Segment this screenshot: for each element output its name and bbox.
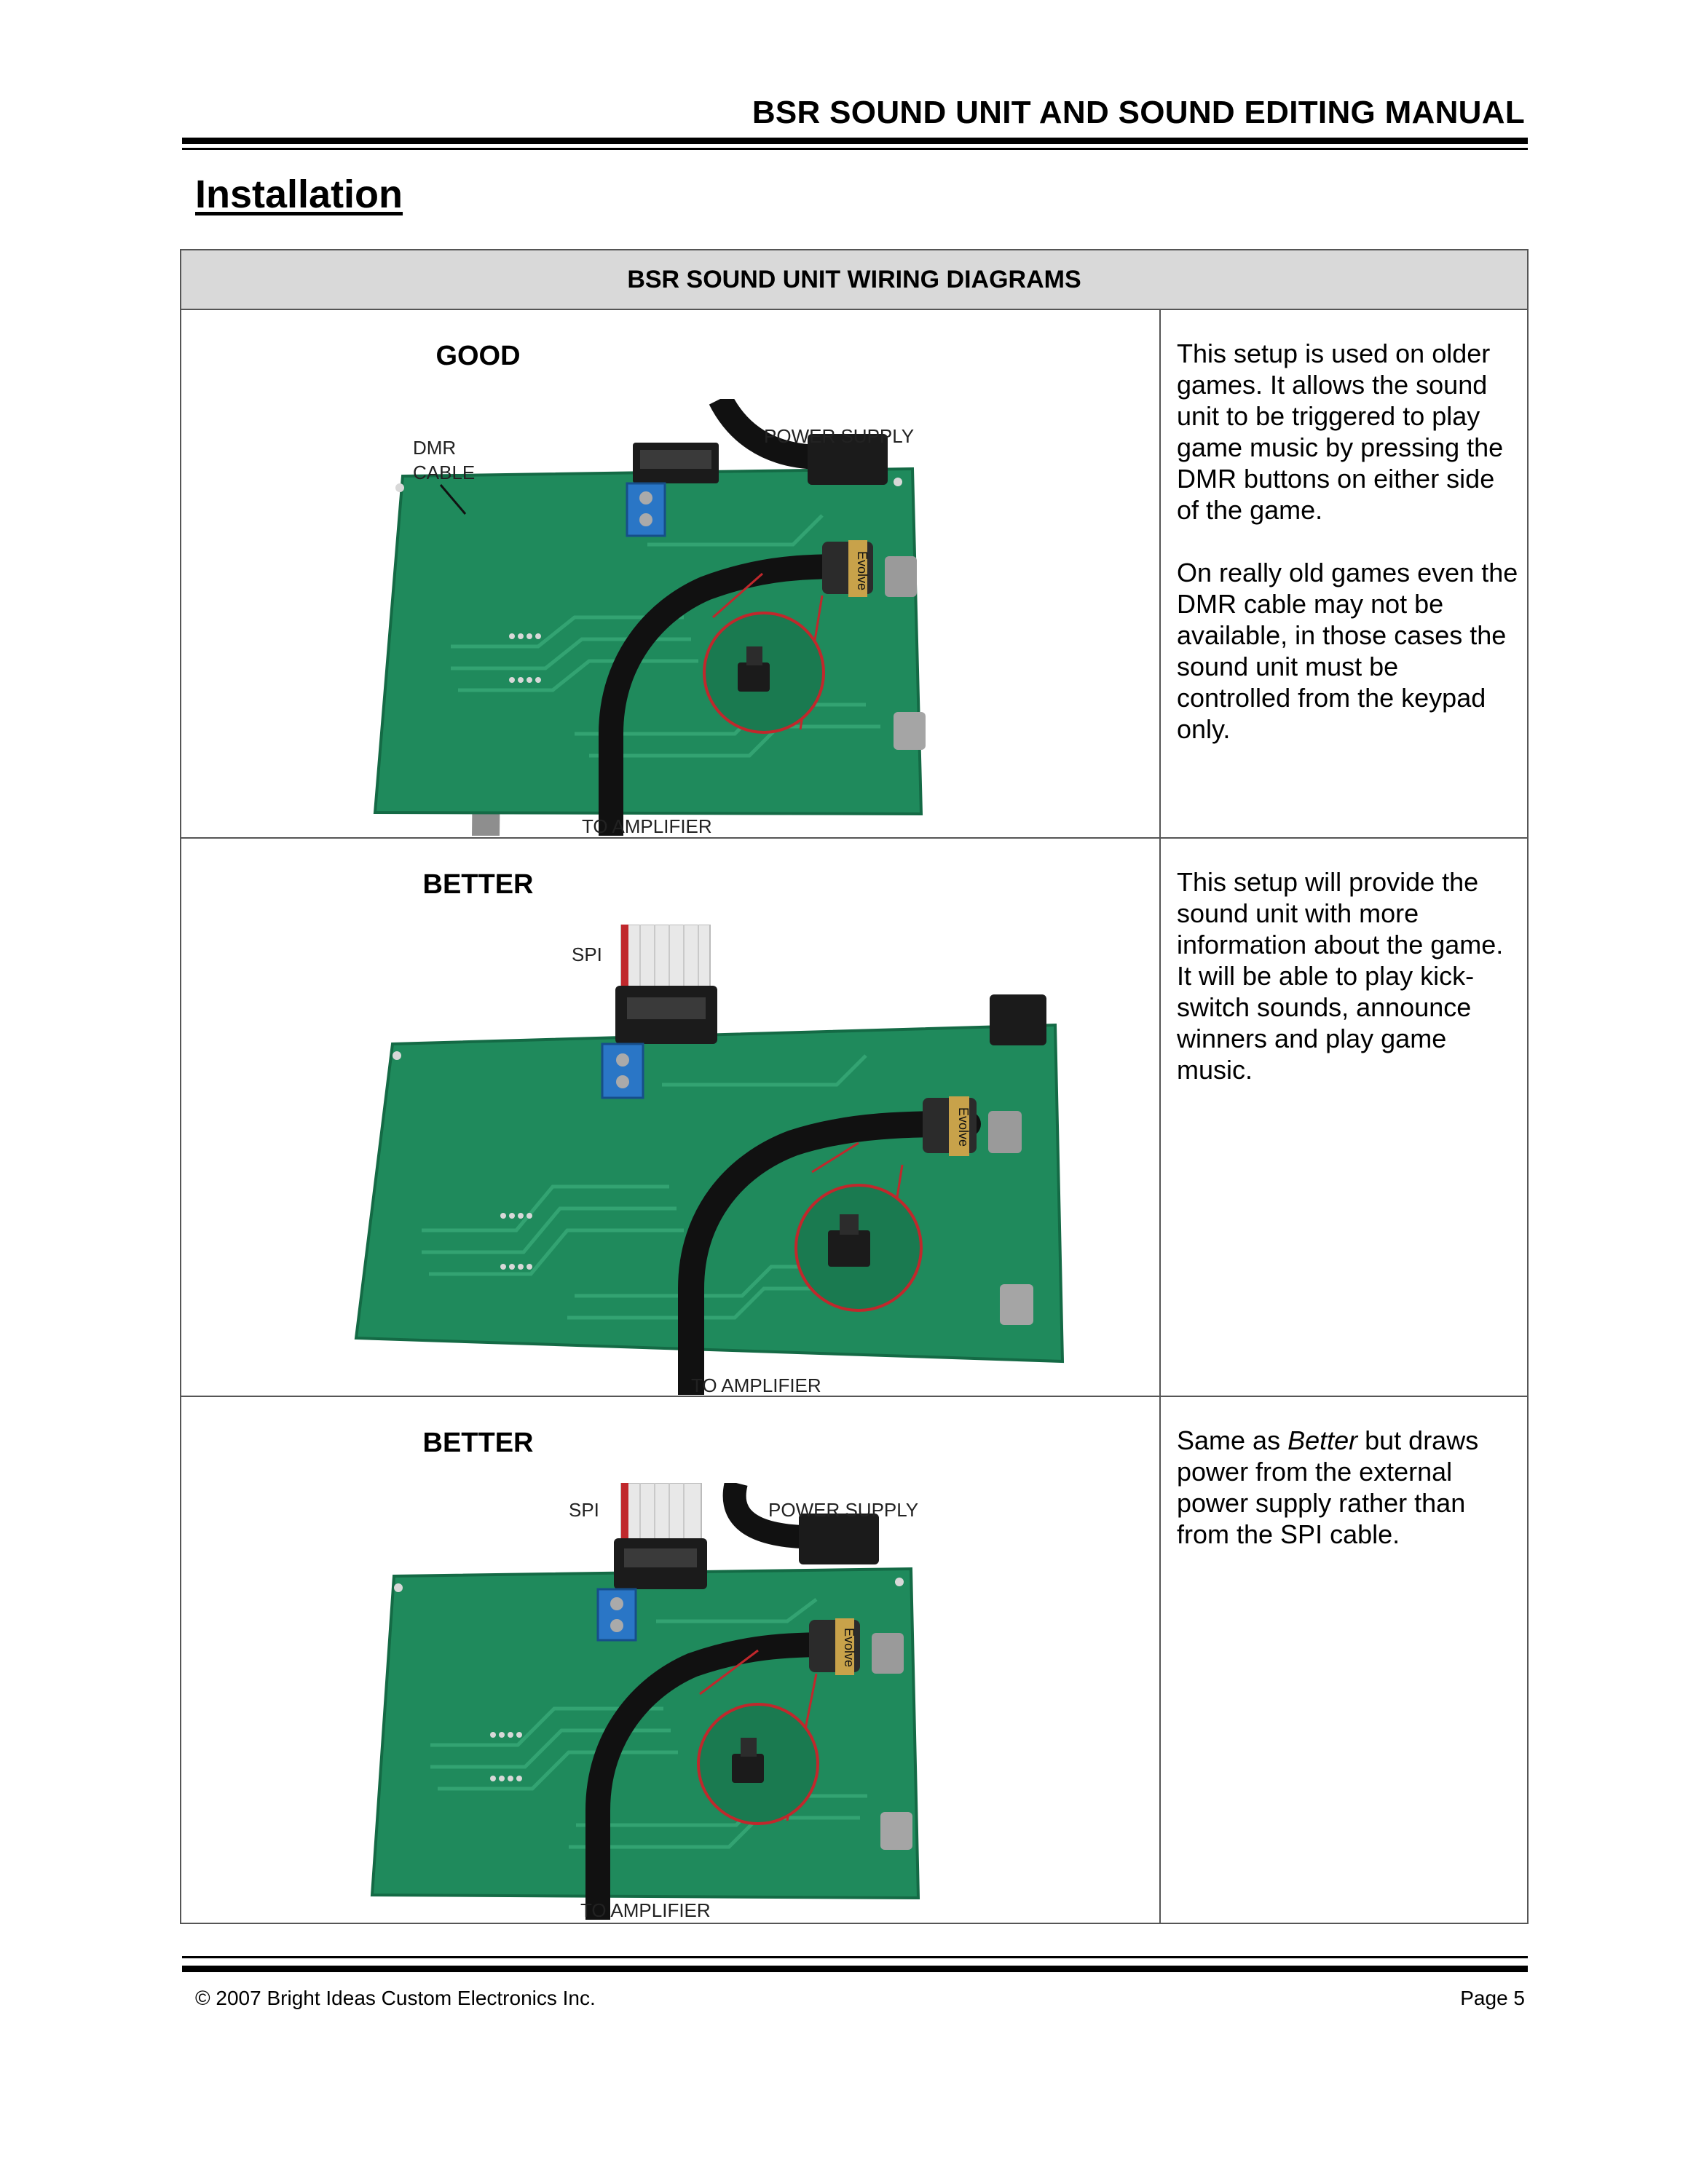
manual-title: BSR SOUND UNIT AND SOUND EDITING MANUAL [752, 95, 1525, 130]
wiring-diagrams-table [180, 249, 1529, 1924]
emphasis-text: Better [1287, 1425, 1358, 1455]
description-paragraph: On really old games even the DMR cable may not be available, in those cases the sound unit must be controlled from the keypad only. [1177, 558, 1518, 744]
table-row [181, 310, 1527, 839]
spi-ribbon-cable [621, 1483, 701, 1541]
amplifier-label: TO AMPLIFIER [580, 1899, 711, 1920]
power-jack [799, 1514, 879, 1564]
rca-jack [894, 712, 926, 750]
description-cell [1177, 866, 1519, 1117]
page-number: Page 5 [1460, 1987, 1525, 2009]
amplifier-label: TO AMPLIFIER [582, 815, 712, 836]
footer-rule [182, 1966, 1528, 1972]
diagram-cell [181, 1397, 1161, 1924]
power-supply-label: POWER SUPPLY [768, 1499, 919, 1521]
spi-ribbon-cable [621, 925, 710, 990]
board-photo-better [327, 925, 1070, 1395]
table-heading: BSR SOUND UNIT WIRING DIAGRAMS [181, 250, 1527, 310]
rating-label: GOOD [435, 341, 521, 371]
rating-label: BETTER [422, 869, 534, 900]
description-paragraph: This setup will provide the sound unit with more information about the game. It will be able to play kick-switch sounds, announce winners and play game music. [1177, 867, 1504, 1085]
board-photo-better-external [350, 1483, 1064, 1920]
footer-rule-thin [182, 1956, 1528, 1958]
rca-jack [1000, 1284, 1033, 1325]
spi-label: SPI [572, 943, 602, 965]
power-supply-label: POWER SUPPLY [764, 425, 915, 447]
copyright: © 2007 Bright Ideas Custom Electronics Inc. [195, 1987, 596, 2009]
description-cell [1177, 338, 1519, 776]
terminal-block [627, 483, 665, 536]
header-rule [182, 138, 1528, 144]
board-brand-text: Evolve [855, 550, 869, 591]
diagram-cell [181, 839, 1161, 1396]
board-photo-good [356, 399, 1070, 836]
spi-label: SPI [569, 1499, 599, 1521]
rca-jack [880, 1812, 912, 1850]
board-brand-text: Evolve [842, 1627, 856, 1668]
table-row [181, 1397, 1527, 1924]
diagram-cell [181, 310, 1161, 837]
description-paragraph: Same as Better but draws power from the external power supply rather than from the SPI cable. [1177, 1425, 1479, 1549]
terminal-block [602, 1044, 643, 1098]
board-brand-text: Evolve [956, 1107, 971, 1147]
terminal-block [598, 1589, 636, 1640]
table-row [181, 839, 1527, 1397]
amplifier-label: TO AMPLIFIER [691, 1374, 821, 1395]
rating-label: BETTER [422, 1428, 534, 1458]
dmr-label-line2: CABLE [413, 462, 476, 483]
description-cell [1177, 1425, 1519, 1581]
description-paragraph: This setup is used on older games. It allows the sound unit to be triggered to play game music by pressing the DMR buttons on either side of the game. [1177, 339, 1504, 525]
section-title: Installation [195, 173, 403, 216]
dmr-label: DMR [413, 437, 457, 459]
power-jack [990, 994, 1046, 1045]
header-rule-thin [182, 148, 1528, 150]
